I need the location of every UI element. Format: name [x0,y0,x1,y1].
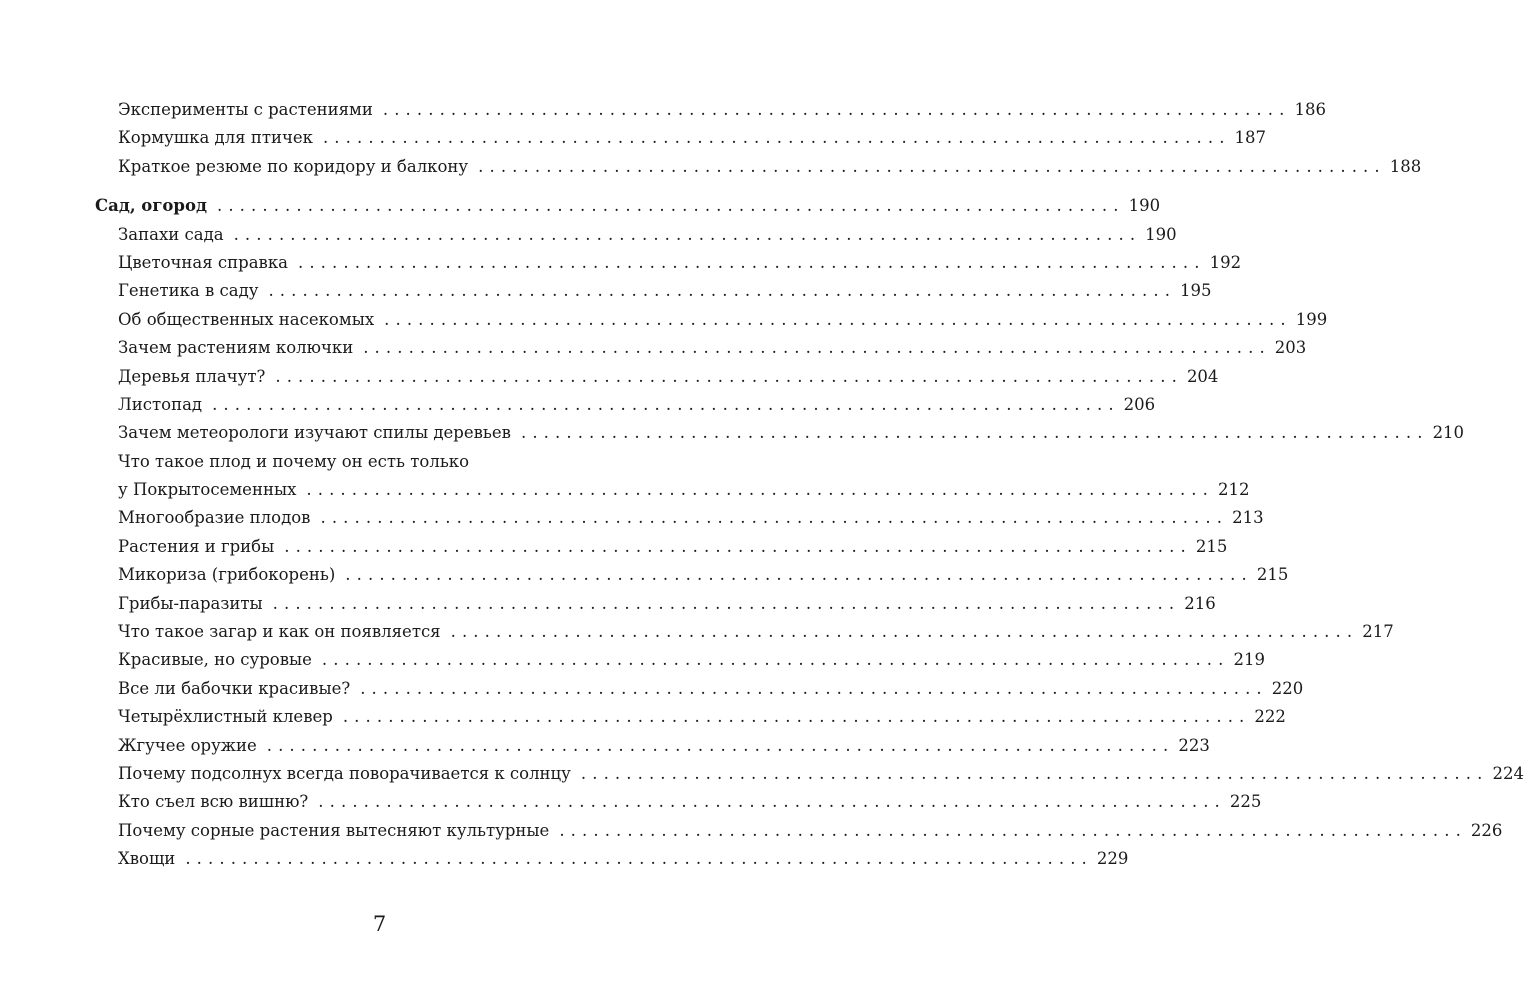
toc-entry-page: 217 [1362,622,1394,642]
toc-group-garden-a [95,221,1465,448]
toc-entry [95,533,1228,561]
toc-entry-page: 192 [1209,252,1242,272]
toc-entry [95,788,1262,816]
dot-leader: ................................................................................ [275,366,1183,386]
toc-entry-title: Растения и грибы [118,536,275,556]
toc-entry-title: Листопад [118,394,203,414]
toc-entry-page: 199 [1295,309,1328,329]
toc-entry-page: 187 [1234,128,1267,148]
toc-entry [95,419,1465,447]
toc-entry [95,476,1250,504]
toc-entry-title: Почему сорные растения вытесняют культурные [118,820,550,840]
toc-entry-page: 195 [1180,281,1212,301]
dot-leader: ................................................................................ [450,622,1359,642]
dot-leader: ................................................................................ [520,423,1429,443]
dot-leader: ................................................................................ [322,128,1231,148]
dot-leader: ................................................................................ [268,281,1177,301]
dot-leader: ................................................................................ [580,763,1489,783]
toc-entry-page: 190 [1145,224,1177,244]
toc-group-previous-section [95,96,1422,181]
toc-entry-page: 229 [1096,849,1129,869]
toc-entry [95,153,1422,181]
toc-entry [95,590,1216,618]
toc-entry-title: Цветочная справка [118,252,288,272]
page-number: 7 [372,912,387,936]
toc-entry-title: Четырёхлистный клевер [118,707,333,727]
toc-entry-title: Краткое резюме по коридору и балкону [118,156,469,176]
toc-entry-title: Многообразие плодов [118,508,311,528]
dot-leader: ................................................................................ [272,593,1181,613]
toc-entry-title: Что такое загар и как он появляется [118,622,441,642]
toc-entry-title: Кормушка для птичек [118,128,313,148]
toc-entry [95,391,1156,419]
toc-entry-title: Все ли бабочки красивые? [118,678,351,698]
toc-entry [95,504,1264,532]
toc-entry-title: Почему подсолнух всегда поворачивается к солнцу [118,763,571,783]
toc-entry [95,817,1503,845]
toc-entry-page: 188 [1389,156,1422,176]
toc-entry [95,221,1177,249]
toc-entry [95,124,1267,152]
toc-entry-title: Красивые, но суровые [118,650,312,670]
dot-leader: ................................................................................ [212,394,1120,414]
dot-leader: ................................................................................ [306,480,1214,500]
toc-entry [95,760,1524,788]
toc-entry-title: Зачем растениям колючки [118,338,354,358]
dot-leader: ................................................................................ [266,735,1175,755]
toc-entry-page: 212 [1217,480,1250,500]
toc-entry-page: 225 [1229,792,1262,812]
dot-leader: ................................................................................ [345,565,1253,585]
toc-entry-title-line1: Что такое плод и почему он есть только [118,451,470,471]
toc-entry [95,96,1326,124]
toc-entry [95,363,1219,391]
dot-leader: ................................................................................ [478,156,1386,176]
dot-leader: ................................................................................ [318,792,1226,812]
toc-entry-page: 226 [1470,820,1503,840]
toc-entry-title: Эксперименты с растениями [118,100,373,119]
dot-leader: ................................................................................ [384,309,1292,329]
toc-section-title: Сад, огород [95,196,207,216]
toc-group-garden-b [95,504,1524,873]
toc-entry-page: 216 [1184,593,1216,613]
toc-entry [95,277,1212,305]
dot-leader: ................................................................................ [320,508,1229,528]
dot-leader: ................................................................................ [284,536,1192,556]
toc-entry-page: 204 [1186,366,1219,386]
toc-entry-title: Запахи сада [118,224,224,244]
dot-leader: ................................................................................ [360,678,1268,698]
toc-entry-title: Жгучее оружие [118,735,257,755]
toc-section-page: 190 [1128,196,1161,216]
toc-entry [95,249,1242,277]
toc-entry-page: 215 [1195,536,1228,556]
toc-section-heading [95,192,1161,220]
toc-entry-title: Грибы-паразиты [118,593,263,613]
toc-entry-title: Генетика в саду [118,281,259,301]
toc-entry-page: 219 [1233,650,1265,670]
toc-entry [95,646,1265,674]
toc-entry-page: 210 [1432,423,1465,443]
dot-leader: ................................................................................ [363,338,1271,358]
toc-entry-page: 213 [1232,508,1264,528]
toc-entry [95,334,1307,362]
dot-leader: ................................................................................ [216,196,1125,216]
dot-leader: ................................................................................ [297,252,1206,272]
toc-entry-page: 224 [1492,763,1524,783]
dot-leader: ................................................................................ [233,224,1142,244]
dot-leader: ................................................................................ [342,707,1251,727]
toc-entry-title: Хвощи [118,849,176,869]
toc-entry-page: 222 [1254,707,1286,727]
dot-leader: ................................................................................ [559,820,1467,840]
toc-entry-page: 223 [1178,735,1210,755]
toc-entry-title: Зачем метеорологи изучают спилы деревьев [118,423,511,443]
toc-entry-page: 203 [1274,338,1307,358]
toc-entry-page: 186 [1294,100,1326,119]
toc-entry-page: 220 [1271,678,1304,698]
toc-entry-title: Микориза (грибокорень) [118,565,336,585]
toc-entry [95,306,1328,334]
toc-entry [95,561,1289,589]
toc-entry-title: Деревья плачут? [118,366,266,386]
toc-entry-page: 206 [1123,394,1156,414]
table-of-contents [95,96,1524,874]
toc-entry-title: Кто съел всю вишню? [118,792,309,812]
dot-leader: ................................................................................ [321,650,1230,670]
toc-entry [95,845,1129,873]
toc-entry [95,618,1394,646]
toc-entry-title: Об общественных насекомых [118,309,375,329]
toc-entry [95,703,1286,731]
toc-entry [95,732,1210,760]
toc-entry [95,675,1304,703]
toc-entry-page: 215 [1256,565,1289,585]
toc-entry-title-line2: у Покрытосеменных [118,480,297,500]
dot-leader: ................................................................................ [382,100,1291,119]
toc-entry-multiline [95,448,1250,505]
dot-leader: ................................................................................ [185,849,1093,869]
